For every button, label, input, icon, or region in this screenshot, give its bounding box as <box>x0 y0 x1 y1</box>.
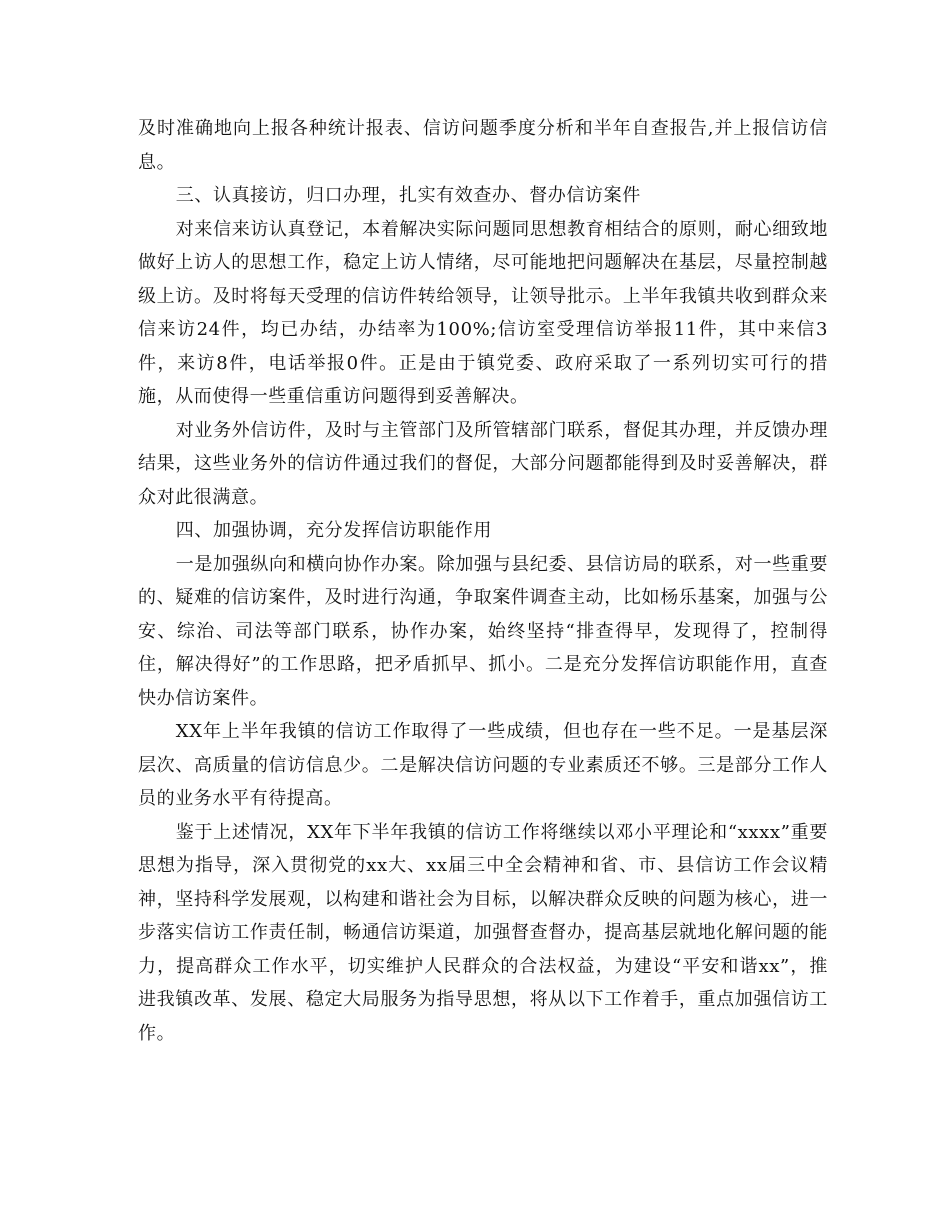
paragraph-continuation: 及时准确地向上报各种统计报表、信访问题季度分析和半年自查报告,并上报信访信息。 <box>138 118 828 173</box>
paragraph: 鉴于上述情况，XX年下半年我镇的信访工作将继续以邓小平理论和“xxxx”重要思想为指导，深入贯彻党的xx大、xx届三中全会精神和省、市、县信访工作会议精神，坚持科学发展观，以构建和谐社会为目标，以解决群众反映的问题为核心，进一步落实信访工作责任制，畅通信访渠道，加强督查督办，提高基层就地化解问题的能力，提高群众工作水平，切实维护人民群众的合法权益，为建设“平安和谐xx”，推进我镇改革、发展、稳定大局服务为指导思想，将从以下工作着手，重点加强信访工作。 <box>138 821 828 1044</box>
paragraph: 对来信来访认真登记，本着解决实际问题同思想教育相结合的原则，耐心细致地做好上访人的思想工作，稳定上访人情绪，尽可能地把问题解决在基层，尽量控制越级上访。及时将每天受理的信访件转给领导，让领导批示。上半年我镇共收到群众来信来访24件，均已办结，办结率为100%;信访室受理信访举报11件，其中来信3件，来访8件，电话举报0件。正是由于镇党委、政府采取了一系列切实可行的措施，从而使得一些重信重访问题得到妥善解决。 <box>138 218 828 407</box>
paragraph: 对业务外信访件，及时与主管部门及所管辖部门联系，督促其办理，并反馈办理结果，这些业务外的信访件通过我们的督促，大部分问题都能得到及时妥善解决，群众对此很满意。 <box>138 419 828 508</box>
paragraph: 一是加强纵向和横向协作办案。除加强与县纪委、县信访局的联系，对一些重要的、疑难的信访案件，及时进行沟通，争取案件调查主动，比如杨乐基案，加强与公安、综治、司法等部门联系，协作办案，始终坚持“排查得早，发现得了，控制得住，解决得好”的工作思路，把矛盾抓早、抓小。二是充分发挥信访职能作用，直查快办信访案件。 <box>138 553 828 709</box>
section-heading-3: 三、认真接访，归口办理，扎实有效查办、督办信访案件 <box>175 185 641 206</box>
section-heading-4: 四、加强协调，充分发挥信访职能作用 <box>175 520 492 541</box>
document-body <box>138 112 828 1050</box>
paragraph: XX年上半年我镇的信访工作取得了一些成绩，但也存在一些不足。一是基层深层次、高质量的信访信息少。二是解决信访问题的专业素质还不够。三是部分工作人员的业务水平有待提高。 <box>138 721 828 809</box>
